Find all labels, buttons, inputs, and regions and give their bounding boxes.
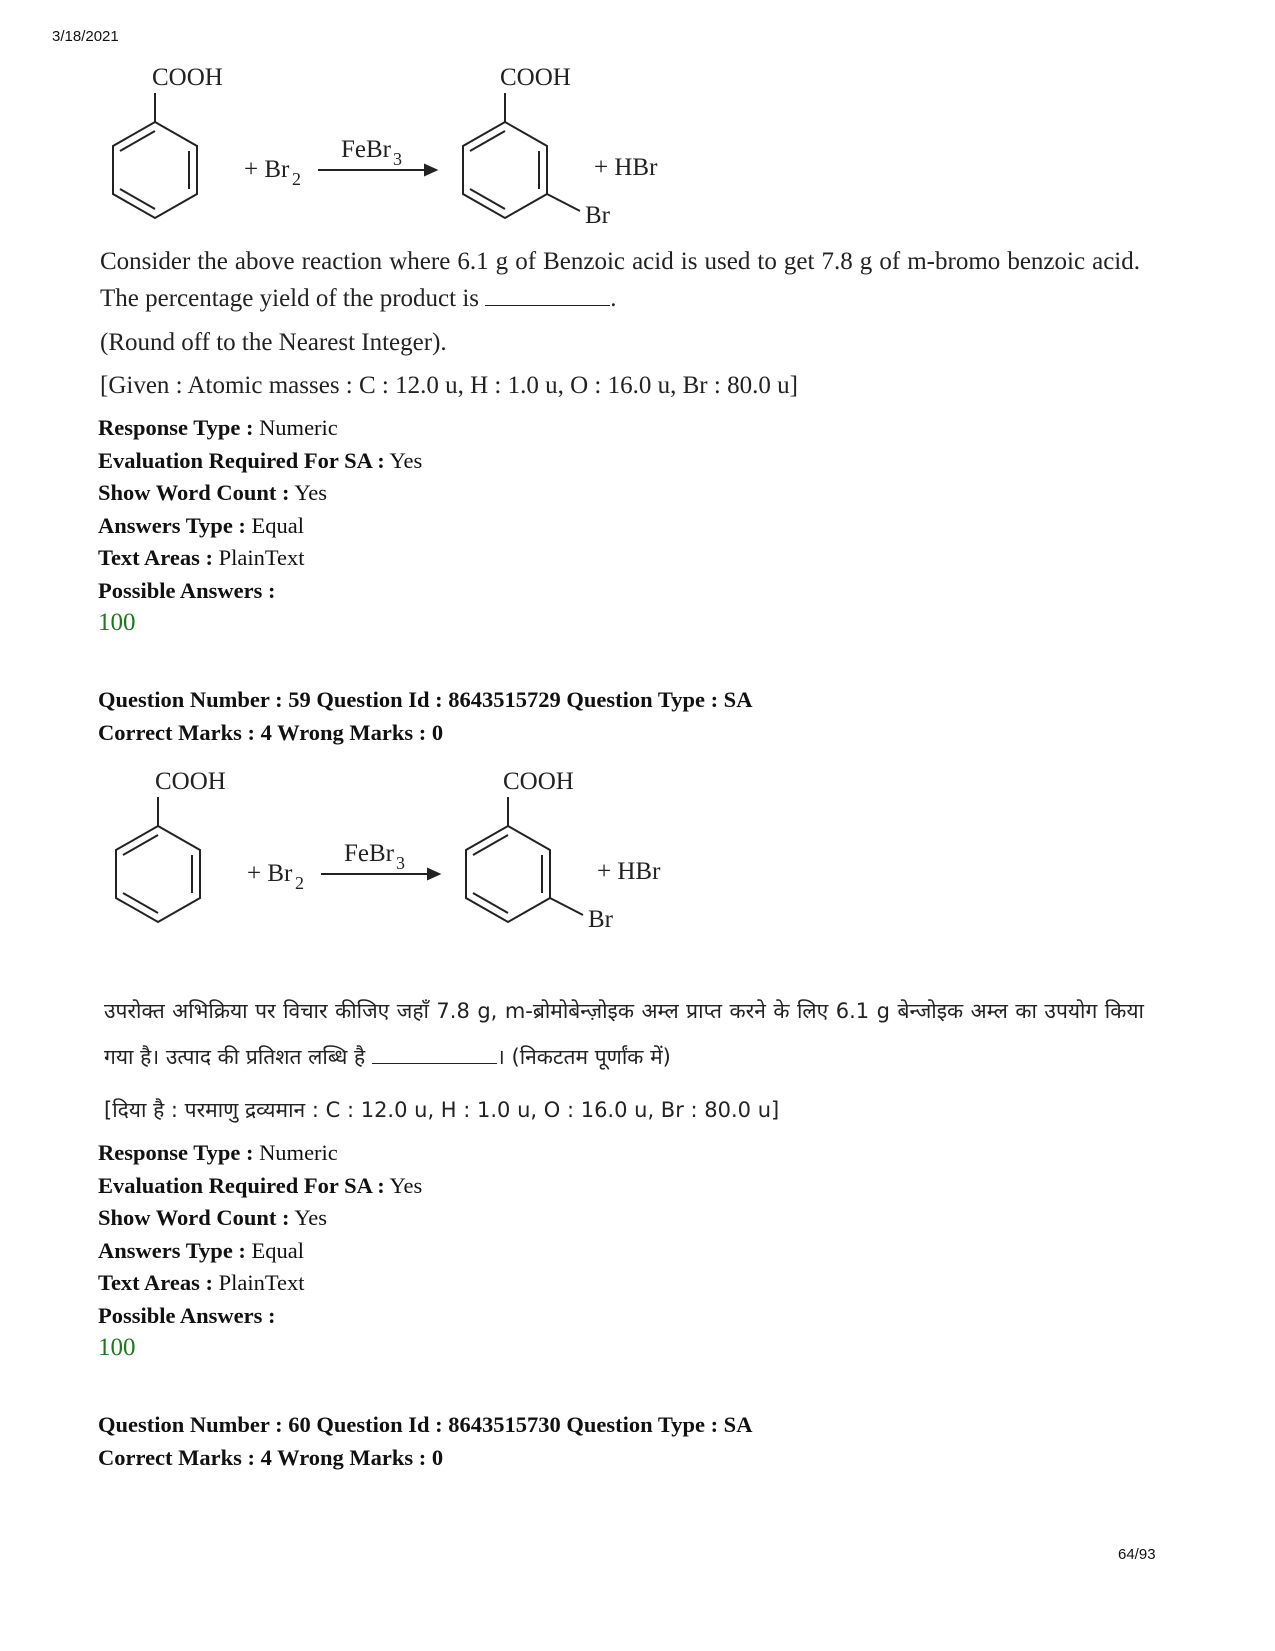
question-header: Question Number : 59 Question Id : 8643515729 Question Type : SA Correct Marks : 4 Wrong Marks : 0 (98, 687, 753, 745)
bromobenzoic-ring (466, 826, 550, 922)
svg-text:+ HBr: + HBr (594, 154, 658, 181)
reaction-diagram (3, 759, 723, 939)
svg-text:+ Br: + Br (244, 156, 290, 183)
svg-text:COOH: COOH (500, 64, 571, 91)
cooh-label: COOH (152, 64, 223, 91)
question-meta: Response Type : Numeric Evaluation Required For SA : Yes Show Word Count : Yes Answers Type : Equal Text Areas : PlainText Possible Answers : (98, 1140, 423, 1328)
svg-text:+ Br: + Br (247, 860, 293, 887)
given-data-hindi: [दिया है : परमाणु द्रव्यमान : C : 12.0 u, H : 1.0 u, O : 16.0 u, Br : 80.0 u] (104, 1098, 780, 1122)
svg-text:COOH: COOH (503, 768, 574, 795)
round-off-note: (Round off to the Nearest Integer). (100, 329, 447, 356)
svg-text:3: 3 (393, 149, 402, 169)
header-date: 3/18/2021 (52, 28, 119, 45)
svg-text:2: 2 (295, 873, 304, 893)
svg-text:2: 2 (292, 169, 301, 189)
page-number: 64/93 (1118, 1546, 1156, 1563)
svg-text:COOH: COOH (155, 768, 226, 795)
question-meta: Response Type : Numeric Evaluation Required For SA : Yes Show Word Count : Yes Answers Type : Equal Text Areas : PlainText Possible Answers : (98, 415, 423, 603)
svg-text:FeBr: FeBr (344, 840, 394, 867)
possible-answer: 100 (98, 1334, 136, 1361)
svg-text:3: 3 (396, 853, 405, 873)
question-header: Question Number : 60 Question Id : 8643515730 Question Type : SA Correct Marks : 4 Wrong Marks : 0 (98, 1412, 753, 1470)
bromobenzoic-ring (463, 122, 547, 218)
question-text: Consider the above reaction where 6.1 g of Benzoic acid is used to get 7.8 g of m-bromo benzoic acid. The percentage yield of the product is . (100, 248, 1140, 312)
svg-text:+ HBr: + HBr (597, 858, 661, 885)
svg-text:Br: Br (588, 906, 613, 933)
svg-text:FeBr: FeBr (341, 136, 391, 163)
question-text-hindi: उपरोक्त अभिक्रिया पर विचार कीजिए जहाँ 7.8 g, m-ब्रोमोबेन्ज़ोइक अम्ल प्राप्त करने के लिए 6.1 g बेन्जोइक अम्ल का उपयोग किया गया है। उत्पाद की प्रतिशत लब्धि है । (निकटतम पूर्णांक में) (104, 999, 1144, 1069)
reaction-diagram (0, 55, 720, 235)
svg-text:Br: Br (585, 202, 610, 229)
given-data: [Given : Atomic masses : C : 12.0 u, H : 1.0 u, O : 16.0 u, Br : 80.0 u] (100, 372, 798, 399)
possible-answer: 100 (98, 609, 136, 636)
benzene-ring (113, 122, 197, 218)
benzene-ring (116, 826, 200, 922)
